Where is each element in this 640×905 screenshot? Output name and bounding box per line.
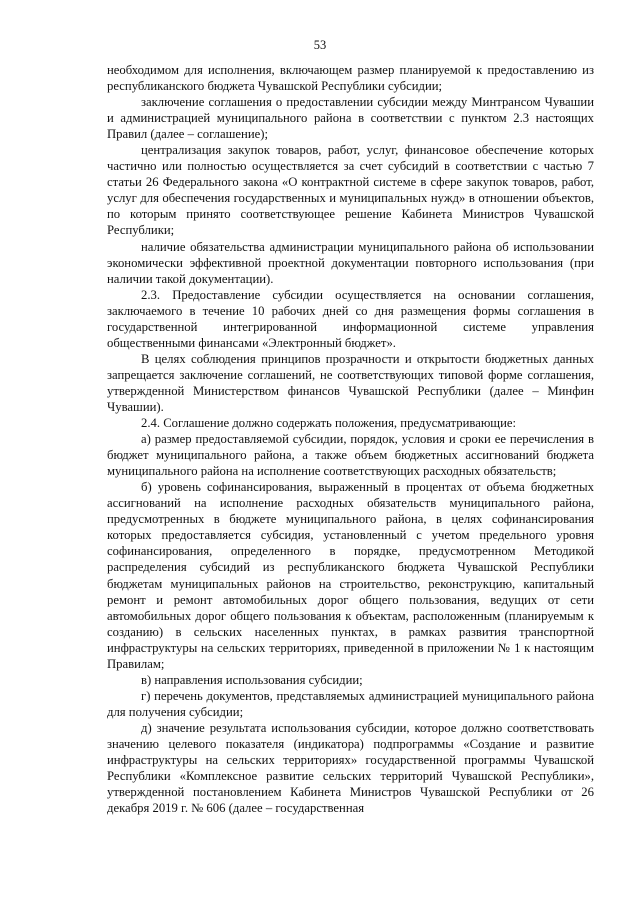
paragraph: 2.4. Соглашение должно содержать положения, предусматривающие: (141, 416, 517, 431)
paragraph: б) уровень софинансирования, выраженный в процентах от объема бюджетных ассигнований на исполнение расходных обязательств муниципального района, предусмотренных в бюджете муниципального района, в целях софинансирования которых предоставляется субсидия, установленный с учетом предельного уровня софинансирования, определенного в порядке, предусмотренном Методикой распределения субсидий из республиканского бюджета Чувашской Республики бюджетам муниципальных районов на строительство, реконструкцию, капитальный ремонт и ремонт автомобильных дорог общего пользования, ведущих от сети автомобильных дорог общего пользования к объектам, расположенным (планируемым к созданию) в сельских населенных пунктах, в рамках развития транспортной инфраструктуры на сельских территориях, приведенной в приложении № 1 к настоящим Правилам; (107, 480, 594, 671)
paragraph: 2.3. Предоставление субсидии осуществляется на основании соглашения, заключаемого в течение 10 рабочих дней со дня размещения формы соглашения в государственной интегрированной информационной системе управления общественными финансами «Электронный бюджет». (107, 287, 594, 350)
paragraph: в) направления использования субсидии; (141, 672, 363, 687)
paragraph: централизация закупок товаров, работ, услуг, финансовое обеспечение которых частично или полностью осуществляется за счет субсидий в соответствии с частью 7 статьи 26 Федерального закона «О контрактной системе в сфере закупок товаров, работ, услуг для обеспечения государственных и муниципальных нужд» в отношении объектов, по которым принято соответствующее решение Кабинета Министров Чувашской Республики; (107, 143, 594, 238)
page-number: 53 (313, 38, 327, 52)
paragraph: д) значение результата использования субсидии, которое должно соответствовать значению целевого показателя (индикатора) подпрограммы «Создание и развитие инфраструктуры на сельских территориях» государственной программы Чувашской Республики «Комплексное развитие сельских территорий Чувашской Республики», утвержденной постановлением Кабинета Министров Чувашской Республики от 26 декабря 2019 г. № 606 (далее – государственная (107, 720, 594, 816)
paragraph: необходимом для исполнения, включающем размер планируемой к предоставлению из республиканского бюджета Чувашской Республики субсидии; (107, 63, 594, 94)
paragraph: заключение соглашения о предоставлении субсидии между Минтрансом Чувашии и администрацией муниципального района в соответствии с пунктом 2.3 настоящих Правил (далее – соглашение); (107, 95, 594, 142)
paragraph: наличие обязательства администрации муниципального района об использовании экономически эффективной проектной документации повторного использования (при наличии такой документации). (107, 239, 594, 286)
paragraph: а) размер предоставляемой субсидии, порядок, условия и сроки ее перечисления в бюджет муниципального района, а также объем бюджетных ассигнований бюджета муниципального района на исполнение соответствующих расходных обязательств; (107, 432, 594, 479)
paragraph: г) перечень документов, представляемых администрацией муниципального района для получения субсидии; (107, 688, 594, 719)
document-body (107, 62, 594, 816)
paragraph: В целях соблюдения принципов прозрачности и открытости бюджетных данных запрещается заключение соглашений, не соответствующих типовой форме соглашения, утвержденной Министерством финансов Чувашской Республики (далее – Минфин Чувашии). (107, 351, 594, 414)
